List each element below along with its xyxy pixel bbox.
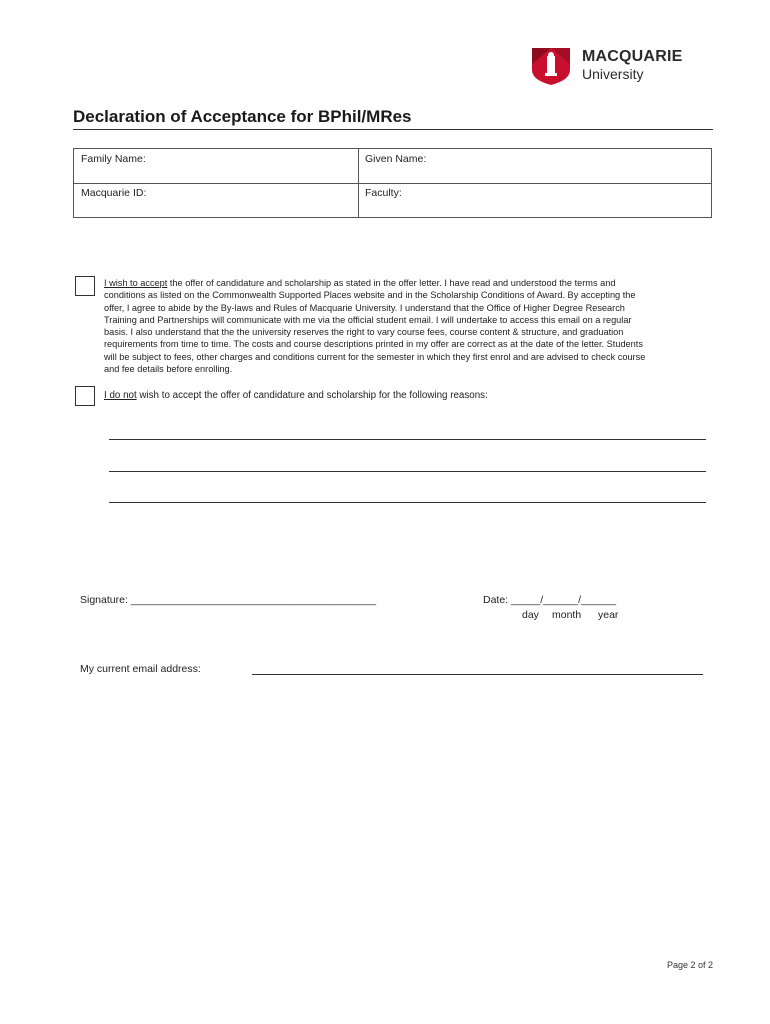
accept-line-2: conditions as listed on the Commonwealth Supported Places website and in the Scholarship Conditions of Award. By accepting the bbox=[104, 290, 636, 301]
accept-line-1: I wish to accept the offer of candidature and scholarship as stated in the offer letter. I have read and understood the terms and bbox=[104, 278, 616, 288]
email-label: My current email address: bbox=[80, 663, 201, 675]
university-logo bbox=[530, 44, 700, 88]
decline-checkbox[interactable] bbox=[75, 386, 95, 406]
logo-wordmark-line1: MACQUARIE bbox=[582, 48, 683, 65]
email-input-line[interactable] bbox=[252, 674, 703, 675]
accept-line-8: and fee details before enrolling. bbox=[104, 364, 233, 375]
date-blank: _____/______/______ bbox=[511, 594, 617, 606]
accept-checkbox[interactable] bbox=[75, 276, 95, 296]
accept-line-7: will be subject to fees, other charges and conditions current for the semester in which they first enrol and are advised to check course bbox=[104, 351, 646, 362]
accept-line-6: requirements from time to time. The costs and course descriptions printed in my offer are correct as at the date of the letter. Students bbox=[104, 339, 643, 350]
date-year-caption: year bbox=[598, 609, 619, 621]
accept-statement bbox=[104, 277, 752, 375]
accept-line-5: basis. I also understand that the the university reserves the right to vary course fees, course content & structure, and graduation bbox=[104, 327, 624, 338]
logo-wordmark-line2: University bbox=[582, 66, 644, 82]
page-title: Declaration of Acceptance for BPhil/MRes bbox=[73, 107, 412, 126]
family-name-field[interactable]: Family Name: bbox=[81, 153, 146, 165]
macquarie-id-field[interactable]: Macquarie ID: bbox=[81, 187, 147, 199]
faculty-field[interactable]: Faculty: bbox=[365, 187, 402, 199]
accept-line-4: Training and Partnerships will communicate with me via the official student email. I will undertake to access this email on a regular bbox=[104, 314, 632, 325]
crest-icon bbox=[530, 44, 572, 86]
given-name-field[interactable]: Given Name: bbox=[365, 153, 427, 165]
title-divider bbox=[73, 129, 713, 130]
student-info-table bbox=[73, 148, 712, 218]
date-day-caption: day bbox=[522, 609, 539, 621]
decline-statement: I do not wish to accept the offer of candidature and scholarship for the following reasons: bbox=[104, 390, 488, 401]
page-number: Page 2 of 2 bbox=[667, 960, 714, 970]
date-month-caption: month bbox=[552, 609, 582, 621]
reason-line-1[interactable] bbox=[109, 439, 706, 440]
accept-lead: I wish to accept bbox=[104, 278, 168, 288]
table-row-divider bbox=[74, 183, 711, 184]
reason-line-3[interactable] bbox=[109, 502, 706, 503]
reason-line-2[interactable] bbox=[109, 471, 706, 472]
date-field[interactable] bbox=[483, 594, 616, 606]
date-label: Date: bbox=[483, 594, 512, 606]
accept-line-3: offer, I agree to abide by the By-laws and Rules of Macquarie University. I understand that the Office of Higher Degree Research bbox=[104, 302, 625, 313]
signature-field[interactable] bbox=[80, 594, 376, 606]
signature-blank: __________________________________________ bbox=[130, 594, 377, 606]
signature-label: Signature: bbox=[80, 594, 131, 606]
decline-lead: I do not bbox=[104, 390, 137, 401]
